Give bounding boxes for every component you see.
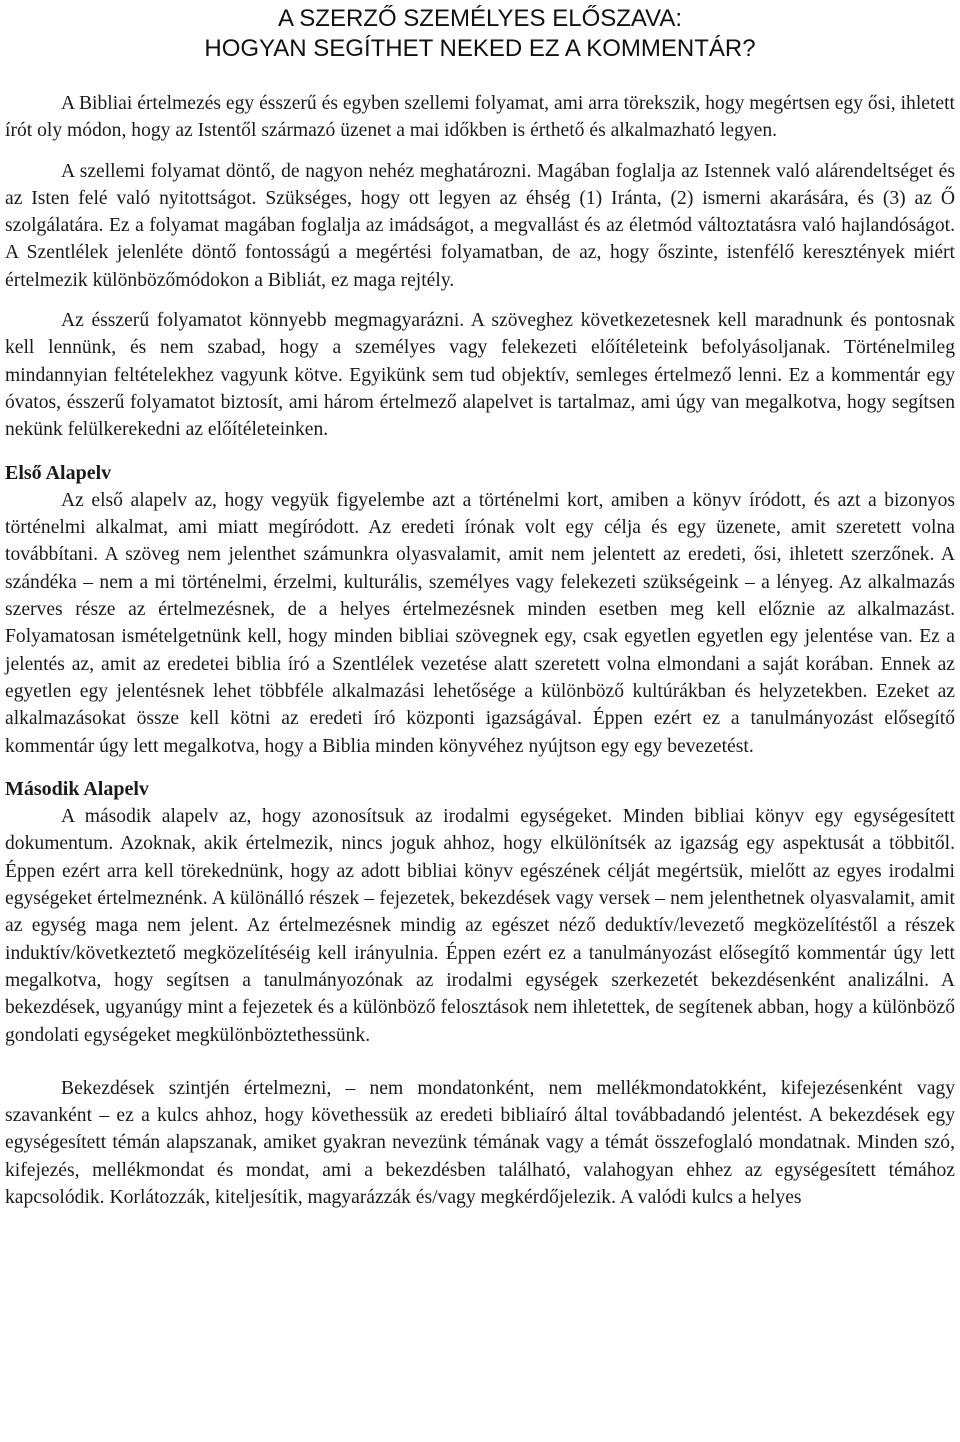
paragraph-first-principle: Az első alapelv az, hogy vegyük figyelembe azt a történelmi kort, amiben a könyv íródott, és azt a bizonyos történelmi alkalmat, ami miatt megíródott. Az eredeti írónak volt egy célja és egy üzenete, amit szeretett volna továbbítani. A szöveg nem jelenthet számunkra olyasvalamit, amit nem jelentett az eredeti, ősi, ihletett szerzőnek. A szándéka – nem a mi történelmi, érzelmi, kulturális, személyes vagy felekezeti szükségeink – a lényeg. Az alkalmazás szerves része az értelmezésnek, de a helyes értelmezésnek minden esetben meg kell előznie az alkalmazást. Folyamatosan ismételgetnünk kell, hogy minden bibliai szövegnek egy, csak egyetlen egyetlen egy jelentése van. Ez a jelentés az, amit az eredetei biblia író a Szentlélek vezetése alatt szeretett volna elmondani a saját korában. Ennek az egyetlen egy jelentésnek lehet többféle alkalmazási lehetősége a különböző kultúrákban és helyzetekben. Ezeket az alkalmazásokat össze kell kötni az eredeti író központi igazságával. Éppen ezért ez a tanulmányozást elősegítő kommentár úgy lett megalkotva, hogy a Biblia minden könyvéhez nyújtson egy egy bevezetést. <box>5 489 955 757</box>
paragraph-second-principle: A második alapelv az, hogy azonosítsuk az irodalmi egységeket. Minden bibliai könyv egy egységesített dokumentum. Azoknak, akik értelmezik, nincs joguk ahhoz, hogy elkülönítsék az igazság egy aspektusát a többitől. Éppen ezért arra kell törekednünk, hogy az adott bibliai könyv egészének célját megértsük, mielőtt az egyes irodalmi egységeket értelmeznénk. A különálló részek – fejezetek, bekezdések vagy versek – nem jelenthetnek olyasvalamit, amit az egység maga nem jelent. Az értelmezésnek mindig az egészet néző deduktív/levezető megközelítéstől a részek induktív/következtető megközelítéséig kell irányulnia. Éppen ezért ez a tanulmányozást elősegítő kommentár úgy lett megalkotva, hogy segítsen a tanulmányozónak az irodalmi egységek szerkezetét bekezdésenként analizálni. A bekezdések, ugyanúgy mint a fejezetek és a különböző felosztások nem ihletettek, de segítenek abban, hogy a különböző gondolati egységeket megkülönböztethessünk. <box>5 806 955 1046</box>
title-line-2: HOGYAN SEGÍTHET NEKED EZ A KOMMENTÁR? <box>204 35 756 62</box>
paragraph-paragraph-level: Bekezdések szintjén értelmezni, – nem mondatonként, nem mellékmondatokként, kifejezésenként vagy szavanként – ez a kulcs ahhoz, hogy követhessük az eredeti bibliaíró által továbbadandó jelentést. A bekezdések egy egységesített témán alapszanak, amiket gyakran nevezünk témának vagy a témát összefoglaló mondatnak. Minden szó, kifejezés, mellékmondat és mondat, ami a bekezdésben található, valahogyan ehhez az egységesített témához kapcsolódik. Korlátozzák, kiteljesítik, magyarázzák és/vagy megkérdőjelezik. A valódi kulcs a helyes <box>5 1077 955 1208</box>
paragraph-rational-process: Az ésszerű folyamatot könnyebb megmagyarázni. A szöveghez következetesnek kell maradnunk és pontosnak kell lennünk, és nem szabad, hogy a személyes vagy felekezeti előítéleteink befolyásoljanak. Történelmileg mindannyian feltételekhez vagyunk kötve. Egyikünk sem tud objektív, semleges értelmező lenni. Ez a kommentár egy óvatos, ésszerű folyamatot biztosít, ami három értelmező alapelvet is tartalmaz, ami úgy van megalkotva, hogy segítsen nekünk felülkerekedni az előítéleteinken. <box>5 310 955 441</box>
title-line-1: A SZERZŐ SZEMÉLYES ELŐSZAVA: <box>277 5 683 32</box>
heading-second-principle: Második Alapelv <box>5 777 149 800</box>
heading-first-principle: Első Alapelv <box>5 461 112 484</box>
paragraph-spiritual-process: A szellemi folyamat döntő, de nagyon nehéz meghatározni. Magában foglalja az Istennek való alárendeltséget és az Isten felé való nyitottságot. Szükséges, hogy ott legyen az éhség (1) Iránta, (2) ismerni akarására, és (3) az Ő szolgálatára. Ez a folyamat magában foglalja az imádságot, a megvallást és az életmód változtatásra való hajlandóságot. A Szentlélek jelenléte döntő fontosságú a megértési folyamatban, de az, hogy őszinte, istenfélő keresztények miért értelmezik különbözőmódokon a Bibliát, ez maga rejtély. <box>5 160 955 291</box>
page-title <box>5 4 955 64</box>
paragraph-intro: A Bibliai értelmezés egy ésszerű és egyben szellemi folyamat, ami arra törekszik, hogy megértsen egy ősi, ihletett írót oly módon, hogy az Istentől származó üzenet a mai időkben is érthető és alkalmazható legyen. <box>5 93 955 142</box>
